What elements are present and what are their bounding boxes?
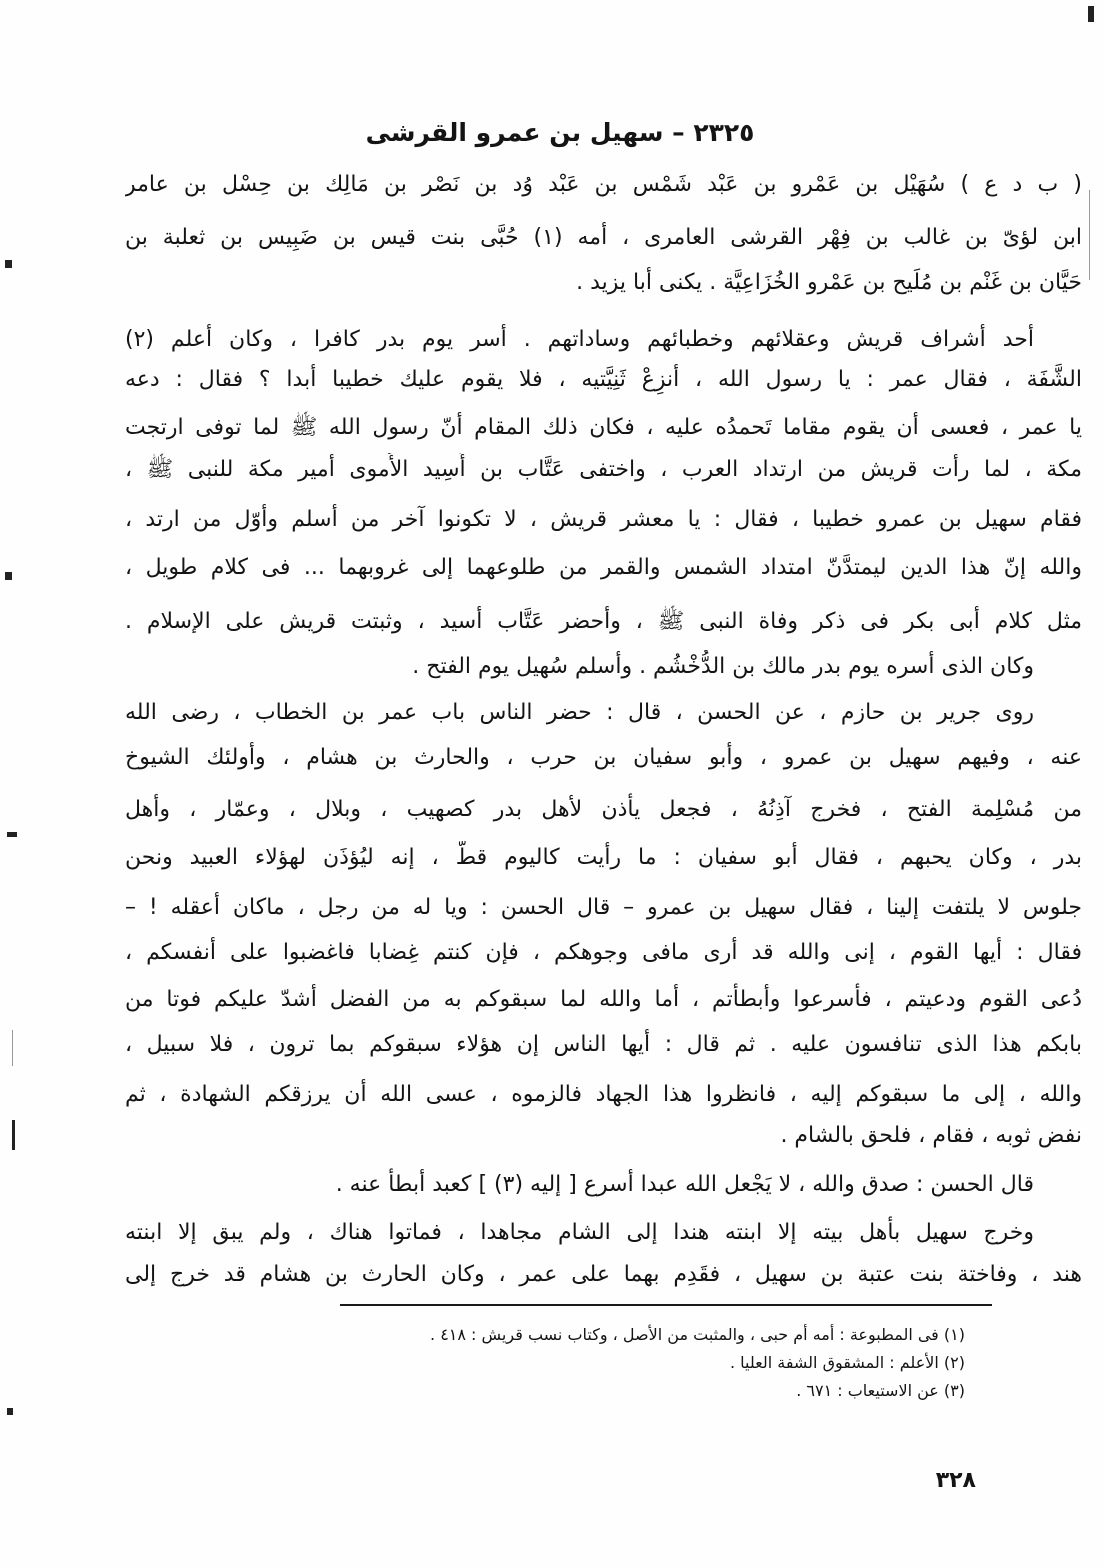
scan-artifact [5,572,12,580]
scan-artifact [5,260,12,268]
footnote: (١) فى المطبوعة : أمه أم حبى ، والمثبت من الأصل ، وكتاب نسب قريش : ٤١٨ . [430,1325,965,1344]
footnote: (٢) الأعلم : المشقوق الشفة العليا . [729,1353,965,1372]
text-line: فقام سهيل بن عمرو خطيبا ، فقال : يا معشر قريش ، لا تكونوا آخر من أسلم وأوّل من ارتد ، [125,507,1082,532]
text-line: أحد أشراف قريش وعقلائهم وخطبائهم وساداتهم . أسر يوم بدر كافرا ، وكان أعلم (٢) [125,327,1034,352]
text-line: ( ب د ع ) سُهَيْل بن عَمْرو بن عَبْد شَمْس بن عَبْد وُد بن نَصْر بن مَالِك بن حِسْل بن عامر [125,172,1082,197]
text-line: والله إنّ هذا الدين ليمتدَّنّ امتداد الشمس والقمر من طلوعهما إلى غروبهما ... فى كلام طويل ، [125,555,1082,580]
text-line: مثل كلام أبى بكر فى ذكر وفاة النبى ﷺ ، وأحضر عَتَّاب أسيد ، وثبتت قريش على الإسلام . [125,609,1082,634]
text-line: قال الحسن : صدق والله ، لا يَجْعل الله عبدا أسرع [ إليه (٣) ] كعبد أبطأ عنه . [335,1172,1034,1197]
scan-artifact [12,1030,13,1066]
text-line: وخرج سهيل بأهل بيته إلا ابنته هندا إلى الشام مجاهدا ، فماتوا هناك ، ولم يبق إلا ابنته [125,1220,1034,1245]
text-line: وكان الذى أسره يوم بدر مالك بن الدُّخْشُم . وأسلم سُهيل يوم الفتح . [412,654,1034,679]
text-line: جلوس لا يلتفت إلينا ، فقال سهيل بن عمرو – قال الحسن : ويا له من رجل ، ماكان أعقله ! – [125,895,1082,920]
text-line: عنه ، وفيهم سهيل بن عمرو ، وأبو سفيان بن حرب ، والحارث بن هشام ، وأولئك الشيوخ [125,745,1082,770]
scan-artifact [1089,190,1090,280]
scan-artifact [7,1408,13,1415]
text-line: الشَّفَة ، فقال عمر : يا رسول الله ، أنزِعْ ثَنِيَّتيه ، فلا يقوم عليك خطيبا أبدا ؟ فقال : دعه [125,367,1082,392]
entry-title: ٢٣٢٥ – سهيل بن عمرو القرشى [365,118,755,147]
scan-artifact [1088,6,1094,22]
footnote-rule [340,1304,992,1306]
scan-artifact [7,832,17,837]
page-number: ٣٢٨ [935,1468,976,1493]
text-line: مكة ، لما رأت قريش من ارتداد العرب ، واختفى عَتَّاب بن أَسِيد الأُموى أمير مكة للنبى ﷺ ، [125,457,1082,482]
text-line: فقال : أيها القوم ، إنى والله قد أرى مافى وجوهكم ، فإن كنتم غِضابا فاغضبوا على أنفسكم ، [125,940,1082,965]
text-line: من مُسْلِمة الفتح ، فخرج آذِنُهُ ، فجعل يأذن لأهل بدر كصهيب ، وبلال ، وعمّار ، وأهل [125,797,1082,822]
footnote: (٣) عن الاستيعاب : ٦٧١ . [796,1381,965,1400]
text-line: يا عمر ، فعسى أن يقوم مقاما تَحمدُه عليه ، فكان ذلك المقام أنّ رسول الله ﷺ لما توفى ارتجت [125,415,1082,440]
text-line: دُعى القوم ودعيتم ، فأسرعوا وأبطأتم ، أما والله لما سبقوكم به من الفضل أشدّ عليكم فوتا من [125,987,1082,1012]
scan-artifact [12,1120,15,1150]
text-line: حَيَّان بن غَنْم بن مُلَيح بن عَمْرو الخُزَاعِيَّة . يكنى أبا يزيد . [576,270,1082,295]
text-line: والله ، إلى ما سبقوكم إليه ، فانظروا هذا الجهاد فالزموه ، عسى الله أن يرزقكم الشهادة ، ثم [125,1082,1082,1107]
text-line: نفض ثوبه ، فقام ، فلحق بالشام . [780,1123,1082,1148]
text-line: هند ، وفاختة بنت عتبة بن سهيل ، فقَدِم بهما على عمر ، وكان الحارث بن هشام قد خرج إلى [125,1262,1082,1287]
text-line: روى جرير بن حازم ، عن الحسن ، قال : حضر الناس باب عمر بن الخطاب ، رضى الله [125,700,1034,725]
text-line: بدر ، وكان يحبهم ، فقال أبو سفيان : ما رأيت كاليوم قطُّ ، إنه ليُؤذَن لهؤلاء العبيد ونحن [125,845,1082,870]
text-line: ابن لؤىّ بن غالب بن فِهْر القرشى العامرى ، أمه (١) حُبَّى بنت قيس بن ضَبِيس بن ثعلبة بن [125,225,1082,250]
text-line: بابكم هذا الذى تنافسون عليه . ثم قال : أيها الناس إن هؤلاء سبقوكم بما ترون ، فلا سبيل ، [125,1032,1082,1057]
